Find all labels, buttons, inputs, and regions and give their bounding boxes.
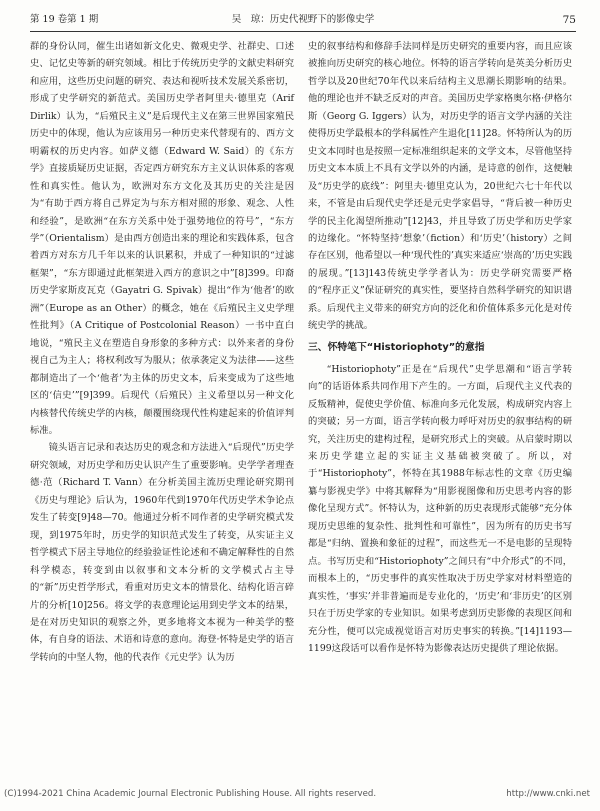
right-column (308, 38, 572, 657)
header-rule (30, 31, 576, 32)
running-header (30, 10, 576, 30)
left-column (30, 38, 294, 666)
running-title: 吴 琼：历史代视野下的影像史学 (231, 14, 375, 25)
footer-url[interactable]: http://www.cnki.net (506, 789, 590, 799)
paragraph: 群的身份认同，催生出诸如新文化史、微观史学、社群史、口述史、记忆史等新的研究领域。相比于传统历史学的文献史料研究和应用，这些历史问题的研究、表达和视听技术发展关系密切，形成了史学研究的新范式。美国历史学者阿里夫·德里克（Arif Dirlik）认为，“后殖民主义”是后现代主义在第三世界国家殖民历史中的体现，他认为应该用另一种历史来代替现有的、西方文明霸权的历史内容。如萨义德（Edward W. Said）的《东方学》直接质疑历史证据，否定西方研究东方主义认识体系的客观性和真实性。他认为，欧洲对东方文化及其历史的关注是因为“有助于西方将自己界定为与东方相对照的形象、观念、人性和经验”，是欧洲“在东方关系中处于强势地位的符号”，“东方学”（Orientalism）是由西方创造出来的理论和实践体系，包含着西方对东方几千年以来的认识累积，并成了一种知识的“过滤框架”，“东方即通过此框架进入西方的意识之中”[8]399。印裔历史学家斯皮瓦克（Gayatri G. Spivak）提出“作为‘他者’的欧洲”（Europe as an Other）的概念，她在《后殖民主义史学理性批判》（A Critique of Postcolonial Reason）一书中直白地说，“殖民主义在塑造自身形象的多种方式：以外来者的身份视自己为主人；将权利改写为服从；依承袭定义为法律——这些都制造出了一个‘他者’为主体的历史文本，后来变成为了这些地区的‘信史’”[9]399。后现代（后殖民）主义希望以另一种文化内核替代传统史学的内核，颠覆围绕现代性构建起来的价值评判标准。 (30, 41, 294, 436)
section-heading: 三、怀特笔下“Historiophoty”的意指 (308, 341, 485, 353)
paragraph: 史的叙事结构和修辞手法同样是历史研究的重要内容，而且应该被推向历史研究的核心地位。怀特的语言学转向是英美分析历史哲学以及20世纪70年代以来后结构主义思潮长期影响的结果。他的理论也并不缺乏反对的声音。美国历史学家格奥尔格·伊格尔斯（Georg G. Iggers）认为，对历史学的语言文学内涵的关注使得历史学最根本的学科属性产生退化[11]28。怀特所认为的历史文本同时也是按照一定标准组织起来的文学文本，尽管他坚持历史文本本质上不具有文学以外的内涵，是诗意的创作，这便触及“历史学的底线”：阿里夫·德里克认为，20世纪六七十年代以来，不管是由后现代史学还是元史学家倡导，“背后被一种历史学的民主化渴望所推动”[12]43，并且导致了历史学和历史学家的边缘化。“怀特坚持‘想象’（fiction）和‘历史’（history）之间存在区别，他希望以一种‘现代性的’真实来适应‘崇高的’历史实践的展现。”[13]143传统史学学者认为：历史学研究需要严格的“程序正义”保证研究的真实性，要坚持自然科学研究的知识谱系。后现代主义带来的研究方向的泛化和价值体系多元化是对传统史学的挑战。 (308, 41, 572, 332)
paragraph: “Historiophoty”正是在“后现代”史学思潮和“语言学转向”的话语体系共同作用下产生的。一方面，后现代主义代表的反叛精神，促使史学价值、标准向多元化发展，构成研究内容上的突破；另一方面，语言学转向极力呼吁对历史的叙事结构的研究，关注历史的建构过程，是研究形式上的突破。从启蒙时期以来历史学建立起的实证主义基础被突破了。所以，对于“Historiophoty”，怀特在其1988年标志性的文章《历史编纂与影视史学》中将其解释为“用影视图像和历史思考内容的影像化呈现方式”。怀特认为，这种新的历史表现形式能够“充分体现历史思维的复杂性、批判性和可靠性”，因为所有的历史书写都是“归纳、置换和象征的过程”，而这些无一不是电影的呈现特点。书写历史和“Historiophoty”之间只有“中介形式”的不同，而根本上的，“历史事件的真实性取决于历史学家对材料塑造的真实性，‘事实’并非普遍而是专业化的，‘历史’和‘非历史’的区别只在于历史学家的专业知识。如果考虑到历史影像的表现区间和充分性，便可以完成视觉语言对历史事实的转换。”[14]1193—1199这段话可以看作是怀特为影像表达历史提供了理论依据。 (308, 363, 572, 654)
footer (0, 789, 600, 803)
paragraph: 镜头语言记录和表达历史的观念和方法进入“后现代”历史学研究领域，对历史学和历史认识产生了重要影响。史学学者理查德·范（Richard T. Vann）在分析美国主流历史理论研究期刊《历史与理论》后认为，1960年代到1970年代历史学术争论点发生了转变[9]48—70。他通过分析不同作者的史学研究模式发现，到1975年时，历史学的知识范式发生了转变，从实证主义哲学模式下居主导地位的经验验证性论述和不确定解释性的自然科学模态，转变到由以叙事和文本分析的文学模式占主导的“新”历史哲学形式，看重对历史文本的情景化、结构化语言碎片的分析[10]256。将文学的表意理论运用到史学文本的结果，是在对历史知识的观察之外，更多地将文本视为一种美学的整体，有自身的语法、术语和诗意的意向。海登·怀特是史学的语言学转向的中坚人物，他的代表作《元史学》认为历 (30, 442, 294, 663)
copyright-notice: (C)1994-2021 China Academic Journal Electronic Publishing House. All rights reserved. (4, 789, 377, 799)
page-number: 75 (562, 14, 576, 26)
journal-volume-issue: 第 19 卷第 1 期 (30, 14, 99, 25)
